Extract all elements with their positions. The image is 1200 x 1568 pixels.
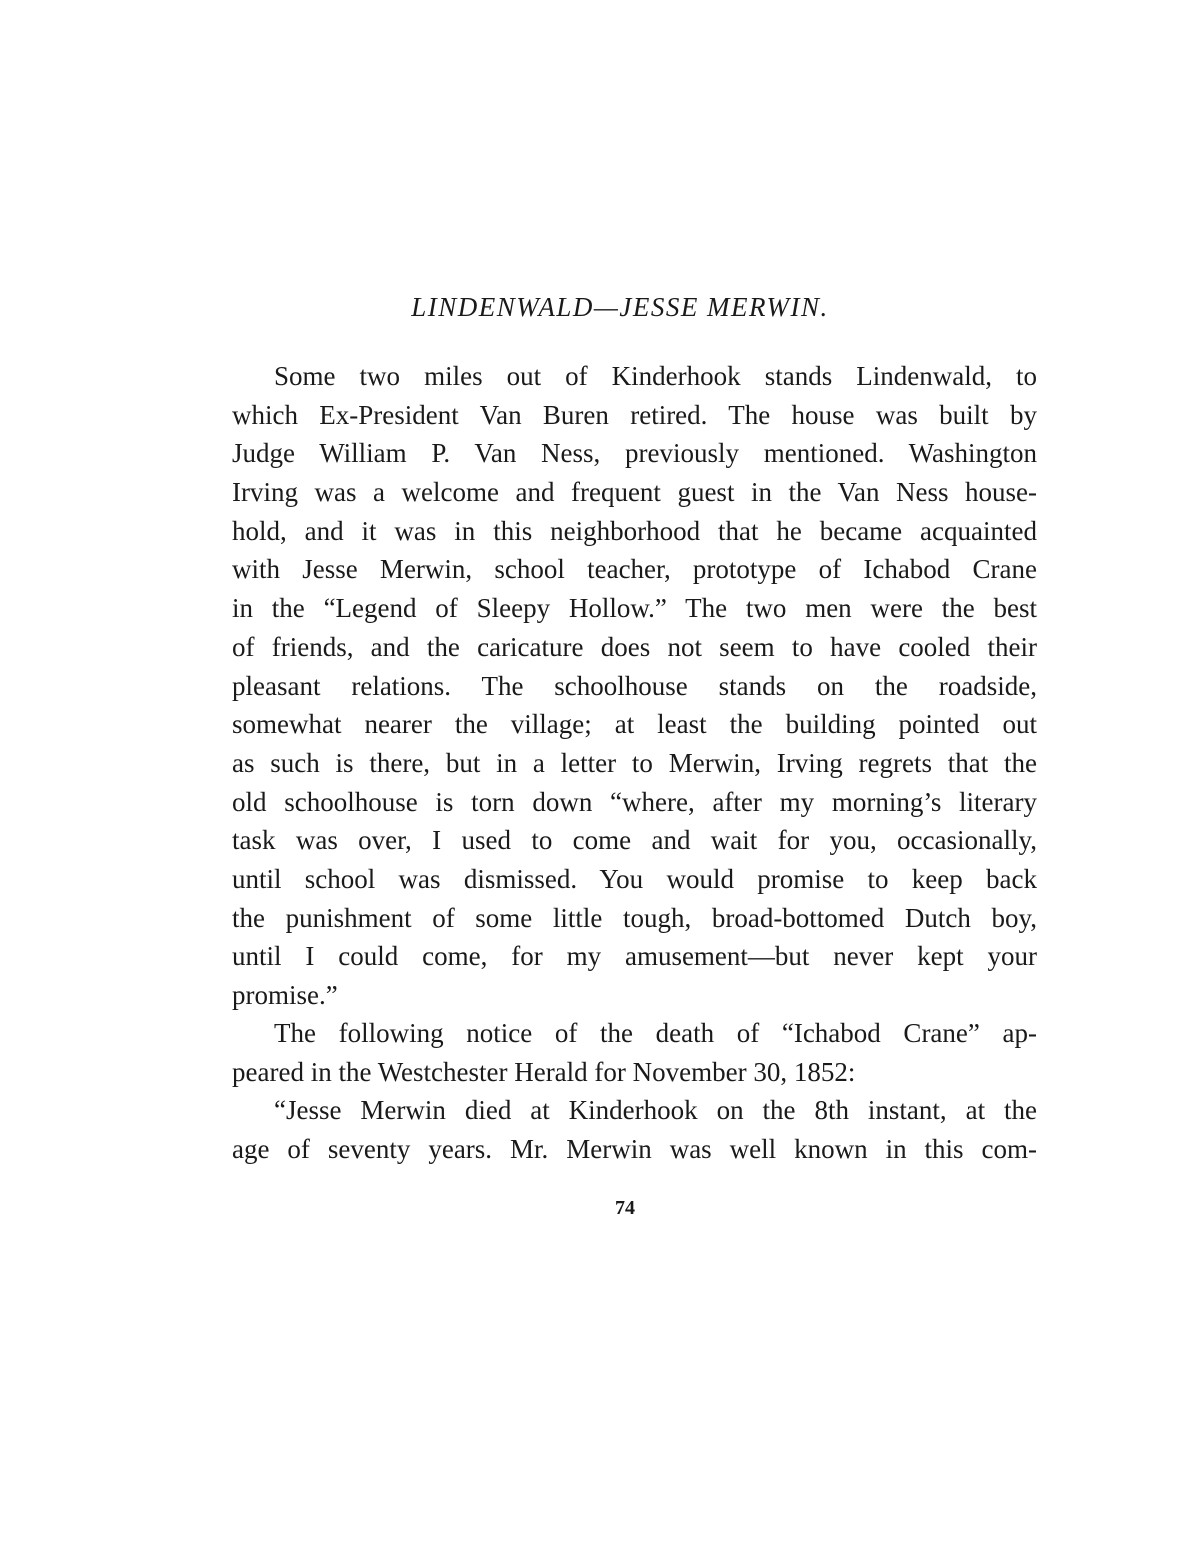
- text-line: task was over, I used to come and wait for you, occasionally,: [232, 825, 1037, 856]
- text-line: promise.”: [232, 980, 338, 1010]
- text-line: the punishment of some little tough, broad-bottomed Dutch boy,: [232, 902, 1037, 933]
- text-line: which Ex-President Van Buren retired. The house was built by: [232, 399, 1037, 430]
- text-line: with Jesse Merwin, school teacher, prototype of Ichabod Crane: [232, 554, 1037, 585]
- text-line: peared in the Westchester Herald for November 30, 1852:: [232, 1056, 856, 1087]
- text-line: somewhat nearer the village; at least the building pointed out: [232, 709, 1037, 740]
- text-line: in the “Legend of Sleepy Hollow.” The two men were the best: [232, 593, 1037, 624]
- text-line: Irving was a welcome and frequent guest in the Van Ness house-: [232, 477, 1037, 508]
- text-line: until I could come, for my amusement—but never kept your: [232, 941, 1037, 972]
- text-line: hold, and it was in this neighborhood that he became acquainted: [232, 515, 1037, 546]
- text-line: The following notice of the death of “Ichabod Crane” ap-: [274, 1018, 1037, 1048]
- paragraph-death-notice: [232, 1091, 1037, 1168]
- text-line: until school was dismissed. You would promise to keep back: [232, 863, 1037, 894]
- text-line: Some two miles out of Kinderhook stands Lindenwald, to: [274, 361, 1037, 391]
- paragraph-notice-intro: [232, 1014, 1037, 1091]
- running-title: LINDENWALD—JESSE MERWIN.: [411, 292, 829, 322]
- text-line: Judge William P. Van Ness, previously mentioned. Washington: [232, 438, 1037, 469]
- paragraph-lindenwald: [232, 357, 1037, 1015]
- text-line: “Jesse Merwin died at Kinderhook on the 8th instant, at the: [274, 1095, 1037, 1125]
- page-number: 74: [615, 1197, 635, 1219]
- text-line: as such is there, but in a letter to Merwin, Irving regrets that the: [232, 747, 1037, 778]
- text-line: age of seventy years. Mr. Merwin was well known in this com-: [232, 1133, 1037, 1164]
- text-line: of friends, and the caricature does not seem to have cooled their: [232, 631, 1037, 662]
- text-line: old schoolhouse is torn down “where, after my morning’s literary: [232, 786, 1037, 817]
- text-line: pleasant relations. The schoolhouse stands on the roadside,: [232, 670, 1037, 701]
